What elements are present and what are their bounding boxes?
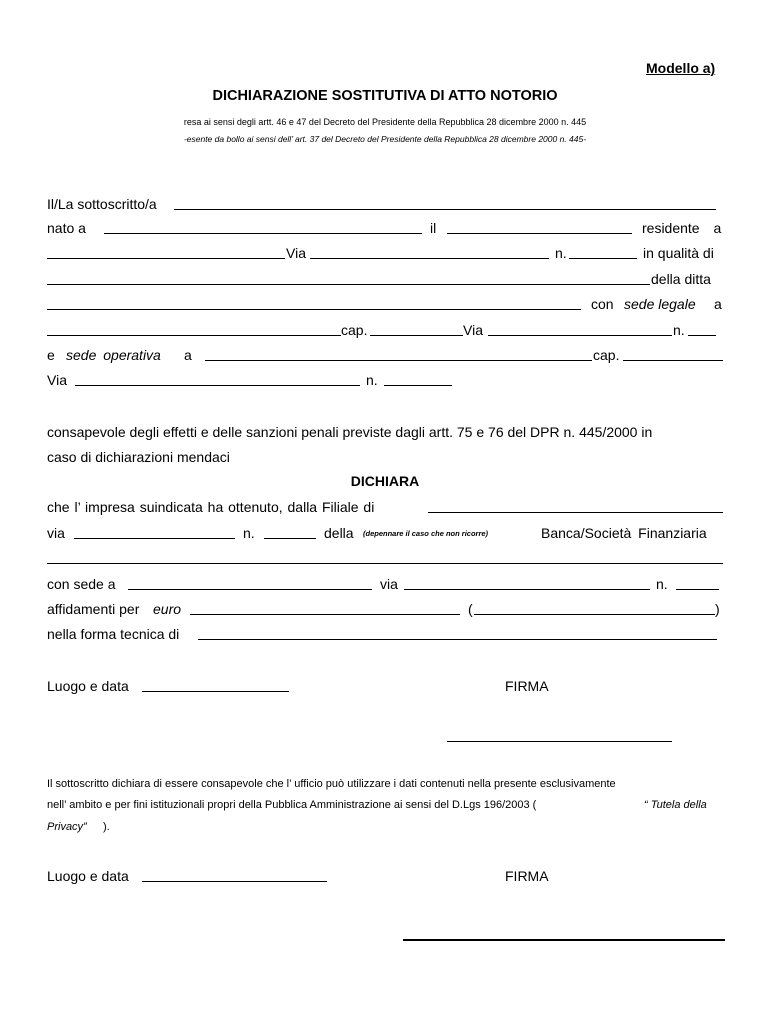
document-title: DICHIARAZIONE SOSTITUTIVA DI ATTO NOTORIO	[212, 88, 558, 104]
note-depennare: (depennare il caso che non ricorre)	[363, 529, 489, 538]
field-residence-number[interactable]	[569, 258, 637, 259]
label-via-operativa: Via	[47, 372, 67, 388]
label-cap: cap.	[341, 322, 368, 338]
label-n-bank: n.	[656, 576, 668, 592]
field-bank-street[interactable]	[404, 589, 650, 590]
label-firma-2: FIRMA	[505, 868, 549, 884]
field-legal-street[interactable]	[488, 335, 672, 336]
privacy-line-3-end: ).	[103, 821, 110, 833]
field-operative-city[interactable]	[205, 360, 592, 361]
privacy-line-1: Il sottoscritto dichiara di essere consapevole che l’ ufficio può utilizzare i dati contenuti nella presente esclusivamente	[47, 778, 616, 790]
label-luogo-data-2: Luogo e data	[47, 868, 129, 884]
label-n-legal: n.	[673, 322, 685, 338]
label-sede-legale: sede legale	[624, 296, 696, 312]
field-technical-form[interactable]	[198, 639, 717, 640]
label-e: e	[47, 347, 55, 363]
text-consapevole: consapevole degli effetti e delle sanzioni penali previste dagli artt. 75 e 76 del DPR n. 445/2000 in	[47, 424, 653, 440]
label-residente: residente a	[642, 220, 722, 236]
field-bank-name[interactable]	[47, 563, 723, 564]
field-birthplace[interactable]	[104, 233, 422, 234]
label-a: a	[714, 296, 722, 312]
field-amount-number[interactable]	[190, 614, 460, 615]
text-mendaci: caso di dichiarazioni mendaci	[47, 449, 230, 465]
label-via: Via	[286, 245, 306, 261]
field-branch-number[interactable]	[264, 538, 316, 539]
heading-dichiara: DICHIARA	[350, 473, 420, 489]
text-impresa: che l’ impresa suindicata ha ottenuto, dalla Filiale di	[47, 499, 375, 515]
label-via-bank: via	[380, 576, 398, 592]
field-operative-cap[interactable]	[623, 360, 723, 361]
label-banca: Banca/Società Finanziaria	[541, 525, 707, 541]
field-place-date-1[interactable]	[142, 691, 289, 692]
field-residence-street[interactable]	[310, 258, 549, 259]
privacy-line-3-italic: Privacy”	[47, 821, 87, 833]
field-operative-street[interactable]	[75, 385, 360, 386]
field-company[interactable]	[47, 309, 581, 310]
label-nato: nato a	[47, 220, 86, 236]
field-name[interactable]	[174, 209, 716, 210]
label-via-legal: Via	[463, 322, 483, 338]
label-cap-operativa: cap.	[593, 347, 620, 363]
field-branch[interactable]	[428, 512, 723, 513]
label-euro: euro	[153, 601, 182, 617]
label-affidamenti: affidamenti per	[47, 601, 140, 617]
field-bank-city[interactable]	[128, 589, 372, 590]
field-legal-number[interactable]	[688, 335, 716, 336]
label-n: n.	[555, 245, 567, 261]
field-legal-cap[interactable]	[370, 335, 463, 336]
subtitle-stamp-exemption: -esente da bollo ai sensi dell’ art. 37 del Decreto del Presidente della Repubblica 28 dicembre 2000 n. 445-	[183, 134, 587, 144]
label-con: con	[591, 296, 614, 312]
label-il: il	[430, 220, 437, 236]
label-ditta: della ditta	[651, 271, 711, 287]
subtitle-legal-reference: resa ai sensi degli artt. 46 e 47 del Decreto del Presidente della Repubblica 28 dicembre 2000 n. 445	[183, 117, 587, 127]
field-residence-city[interactable]	[47, 258, 285, 259]
label-sottoscritto: Il/La sottoscritto/a	[47, 196, 157, 212]
model-label: Modello a)	[646, 60, 716, 76]
label-forma: nella forma tecnica di	[47, 626, 180, 642]
field-operative-number[interactable]	[384, 385, 452, 386]
label-luogo-data-1: Luogo e data	[47, 678, 129, 694]
label-a-operativa: a	[184, 347, 192, 363]
field-signature-2[interactable]	[403, 939, 725, 941]
paren-open: (	[468, 601, 473, 617]
field-bank-number[interactable]	[676, 589, 719, 590]
label-con-sede: con sede a	[47, 576, 116, 592]
label-qualita: in qualità di	[643, 245, 714, 261]
privacy-line-2: nell’ ambito e per fini istituzionali propri della Pubblica Amministrazione ai sensi del D.Lgs 196/2003 (	[47, 799, 537, 811]
label-della: della	[324, 525, 354, 541]
label-n-branch: n.	[243, 525, 255, 541]
label-via-branch: via	[47, 525, 65, 541]
field-birthdate[interactable]	[447, 233, 632, 234]
field-legal-city[interactable]	[47, 335, 341, 336]
field-role[interactable]	[47, 284, 650, 285]
label-sede-operativa: sede operativa	[66, 347, 161, 363]
label-firma-1: FIRMA	[505, 678, 549, 694]
field-branch-street[interactable]	[74, 538, 235, 539]
privacy-line-2-italic: “ Tutela della	[644, 799, 707, 811]
paren-close: )	[715, 601, 720, 617]
field-place-date-2[interactable]	[142, 881, 327, 882]
field-amount-words[interactable]	[474, 614, 715, 615]
label-n-operativa: n.	[366, 372, 378, 388]
field-signature-1[interactable]	[447, 741, 672, 742]
